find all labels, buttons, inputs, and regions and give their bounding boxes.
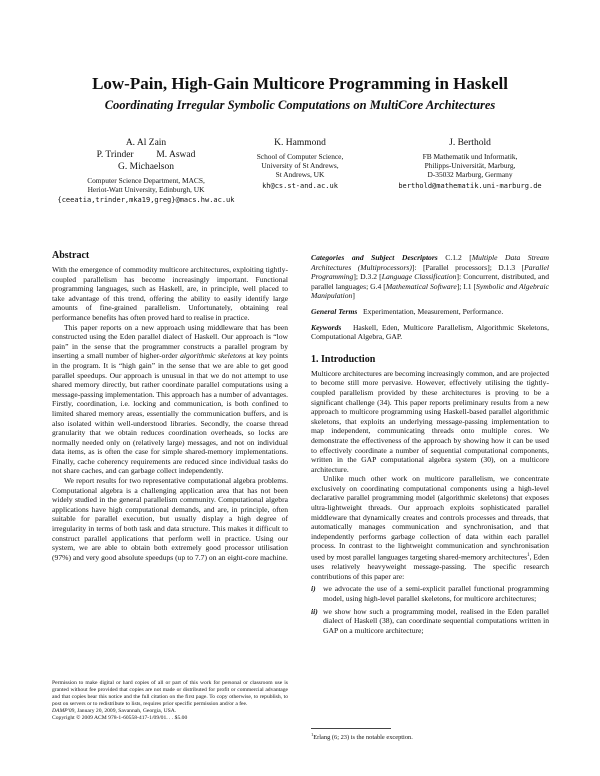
general-terms-text: Experimentation, Measurement, Performance. bbox=[363, 306, 504, 316]
author-name: P. Trinder bbox=[96, 150, 134, 160]
author-location: St Andrews, UK bbox=[275, 170, 325, 180]
text-run: , Eden uses relatively heavyweight message-passing. The specific research contributions of this paper are: bbox=[311, 552, 549, 581]
text-run: ]; I.1 [ bbox=[456, 281, 477, 291]
footnote-marker: 1 bbox=[527, 553, 530, 559]
text-run-emphasis: Language Classification bbox=[381, 272, 457, 282]
permission-notice bbox=[52, 680, 288, 722]
text-run: at key points in the program. It is “high gain” in the sense that we are able to get good parallel speedups. Our approach is unusual in that we do not attempt to use shared memory directly, but rather coordinate parallel computations using a message-passing implementation. This approach has a number of advantages. Firstly, coordination, i.e. locking and communication, is both confined to limited shared memory areas, essentially the communication buffers, and is also isolated within well-understood libraries. Secondly, the coarse thread granularity that we obtain reduces coordination overheads, so locks are normally needed only on (relatively large) messages, and not on individual data items, as is often the case for simple shared-memory implementations. Finally, cache coherency requirements are reduced since individual tasks do not share caches, and can garbage collect independently. bbox=[52, 351, 288, 476]
text-run: Unlike much other work on multicore parallelism, we concentrate exclusively on coordinating computational components using a high-level declarative parallel programming model (algorithmic skeletons) that exposes ultra-lightweight threads. Our approach exploits sophisticated parallel middleware that dynamically creates and controls processes and threads, that automatically manages communication and synchronisation, and that independently performs garbage collection of data within each parallel process. In contrast to the lightweight communication and synchronisation used by most parallel languages targeting shared-memory architectures bbox=[311, 474, 549, 562]
footnote-rule bbox=[311, 728, 391, 729]
permission-text: Permission to make digital or hard copies of all or part of this work for personal or classroom use is granted without fee provided that copies are not made or distributed for profit or commercial advantage and that copies bear this notice and the full citation on the first page. To copy otherwise, to republish, to post on servers or to redistribute to lists, requires prior specific permission and/or a fee. bbox=[52, 680, 288, 707]
text-run-emphasis: Symbolic and Algebraic Manipulation bbox=[311, 281, 549, 301]
text-run-emphasis: algorithmic skeletons bbox=[180, 351, 246, 361]
author-name: K. Hammond bbox=[274, 138, 326, 148]
list-text: we show how such a programming model, realised in the Eden parallel dialect of Haskell (38), can coordinate sequential computations written in GAP on a multicore architecture; bbox=[323, 606, 549, 635]
text-run-emphasis: Multiple Data Stream Architectures (Multiprocessors) bbox=[311, 253, 549, 272]
paper-subtitle: Coordinating Irregular Symbolic Computations on MultiCore Architectures bbox=[104, 98, 496, 112]
author-email: kh@cs.st-and.ac.uk bbox=[262, 181, 338, 190]
general-terms-label: General Terms bbox=[311, 306, 358, 316]
list-text: we advocate the use of a semi-explicit parallel functional programming model, using high-level parallel skeletons, for multicore architectures; bbox=[323, 584, 549, 603]
categories-label: Categories and Subject Descriptors bbox=[311, 253, 438, 262]
author-name-row bbox=[52, 149, 240, 161]
categories-descriptors bbox=[311, 253, 549, 301]
paper-title: Low-Pain, High-Gain Multicore Programming in Haskell bbox=[92, 74, 508, 93]
contribution-item bbox=[311, 607, 549, 636]
footnote-marker: 1 bbox=[311, 732, 314, 737]
author-dept: School of Computer Science, bbox=[256, 152, 344, 161]
author-email: berthold@mathematik.uni-marburg.de bbox=[398, 181, 542, 190]
author-university: Heriot-Watt University, Edinburgh, UK bbox=[87, 185, 205, 195]
list-label: ii) bbox=[311, 606, 318, 616]
author-block-2 bbox=[225, 137, 375, 192]
venue-details: January 20, 2009, Savannah, Georgia, USA. bbox=[77, 708, 177, 714]
text-run-emphasis: Mathematical Software bbox=[385, 281, 457, 291]
abstract-heading: Abstract bbox=[52, 250, 90, 261]
abstract-section bbox=[52, 250, 288, 562]
general-terms bbox=[311, 307, 549, 317]
right-column bbox=[311, 253, 549, 635]
author-university: University of St Andrews, bbox=[261, 161, 339, 171]
intro-paragraph bbox=[311, 474, 549, 581]
text-run: ]: [Parallel processors]; D.1.3 [ bbox=[411, 262, 525, 272]
keywords bbox=[311, 323, 549, 342]
venue-line bbox=[52, 708, 288, 715]
intro-paragraph: Multicore architectures are becoming increasingly common, and are projected to become still more pervasive. However, effectively utilising the tightly-coupled parallelism provided by these architectures is proving to be a significant challenge (34). This paper reports preliminary results from a new approach to multicore programming using Haskell-based parallel algorithmic skeletons, that exploits an underlying message-passing implementation to map independent, communicating threads onto multiple cores. We demonstrate the effectiveness of the approach by showing how it can be used to effectively coordinate a number of sequential computational components, written in the GAP computational algebra system (30), on a multicore architecture. bbox=[311, 368, 549, 474]
author-location: D-35032 Marburg, Germany bbox=[427, 170, 513, 180]
author-name: G. Michaelson bbox=[118, 162, 174, 172]
text-run: ]: Concurrent, distributed, and parallel languages; G.4 [ bbox=[311, 272, 549, 291]
author-block-3 bbox=[380, 137, 560, 192]
intro-heading: 1. Introduction bbox=[311, 353, 376, 365]
author-block-1 bbox=[52, 137, 240, 206]
footnote-text: Erlang (6; 23) is the notable exception. bbox=[313, 734, 413, 742]
abstract-paragraph bbox=[52, 323, 288, 477]
author-email: {ceeatia,trinder,mka19,greg}@macs.hw.ac.uk bbox=[57, 196, 235, 205]
author-name: J. Berthold bbox=[449, 138, 491, 148]
author-name: A. Al Zain bbox=[125, 138, 167, 148]
footnote bbox=[311, 728, 549, 741]
keywords-label: Keywords bbox=[311, 322, 342, 332]
text-run: C.1.2 [ bbox=[445, 253, 472, 262]
author-dept: FB Mathematik und Informatik, bbox=[422, 152, 518, 161]
contribution-item bbox=[311, 584, 549, 603]
text-run: ]; D.3.2 [ bbox=[353, 272, 382, 282]
text-run-emphasis: Parallel Programming bbox=[311, 262, 549, 282]
text-run: ] bbox=[352, 291, 355, 301]
venue-name: DAMP'09, bbox=[52, 708, 76, 714]
author-dept: Computer Science Department, MACS, bbox=[87, 176, 205, 185]
copyright-line: Copyright © 2009 ACM 978-1-60558-417-1/09/01. . . $5.00 bbox=[52, 715, 188, 721]
text-run: This paper reports on a new approach using middleware that has been constructed using the Eden parallel dialect of Haskell. Our approach is “low pain” in the sense that the programmer constructs a parallel program by inserting a small number of higher-order bbox=[52, 322, 288, 361]
author-name: M. Aswad bbox=[156, 150, 196, 160]
keywords-text: Haskell, Eden, Multicore Parallelism, Algorithmic Skeletons, Computational Algebra, GAP. bbox=[311, 322, 549, 342]
abstract-paragraph: We report results for two representative computational algebra problems. Computational algebra is a challenging application area that has not been widely studied in the general parallelism community. Computational algebra applications have high computational demands, and are, in principle, often suitable for parallel execution, but usually display a high degree of irregularity in terms of both task and data structure. This makes it difficult to construct parallel applications that perform well in practice. Using our system, we are able to obtain both extremely good processor utilisation (97%) and very good absolute speedups (up to 7.7) on an eight-core machine. bbox=[52, 476, 288, 562]
author-university: Philipps-Universität, Marburg, bbox=[424, 161, 516, 171]
abstract-paragraph: With the emergence of commodity multicore architectures, exploiting tightly-coupled parallelism has become increasingly important. Functional programming languages, such as Haskell, are, in principle, well placed to take advantage of this trend, offering the ability to easily identify large amounts of fine-grained parallelism. Unfortunately, obtaining real performance benefits has often proved hard to realise in practice. bbox=[52, 265, 288, 322]
footnote-text-line bbox=[311, 732, 549, 741]
list-label: i) bbox=[311, 584, 316, 594]
